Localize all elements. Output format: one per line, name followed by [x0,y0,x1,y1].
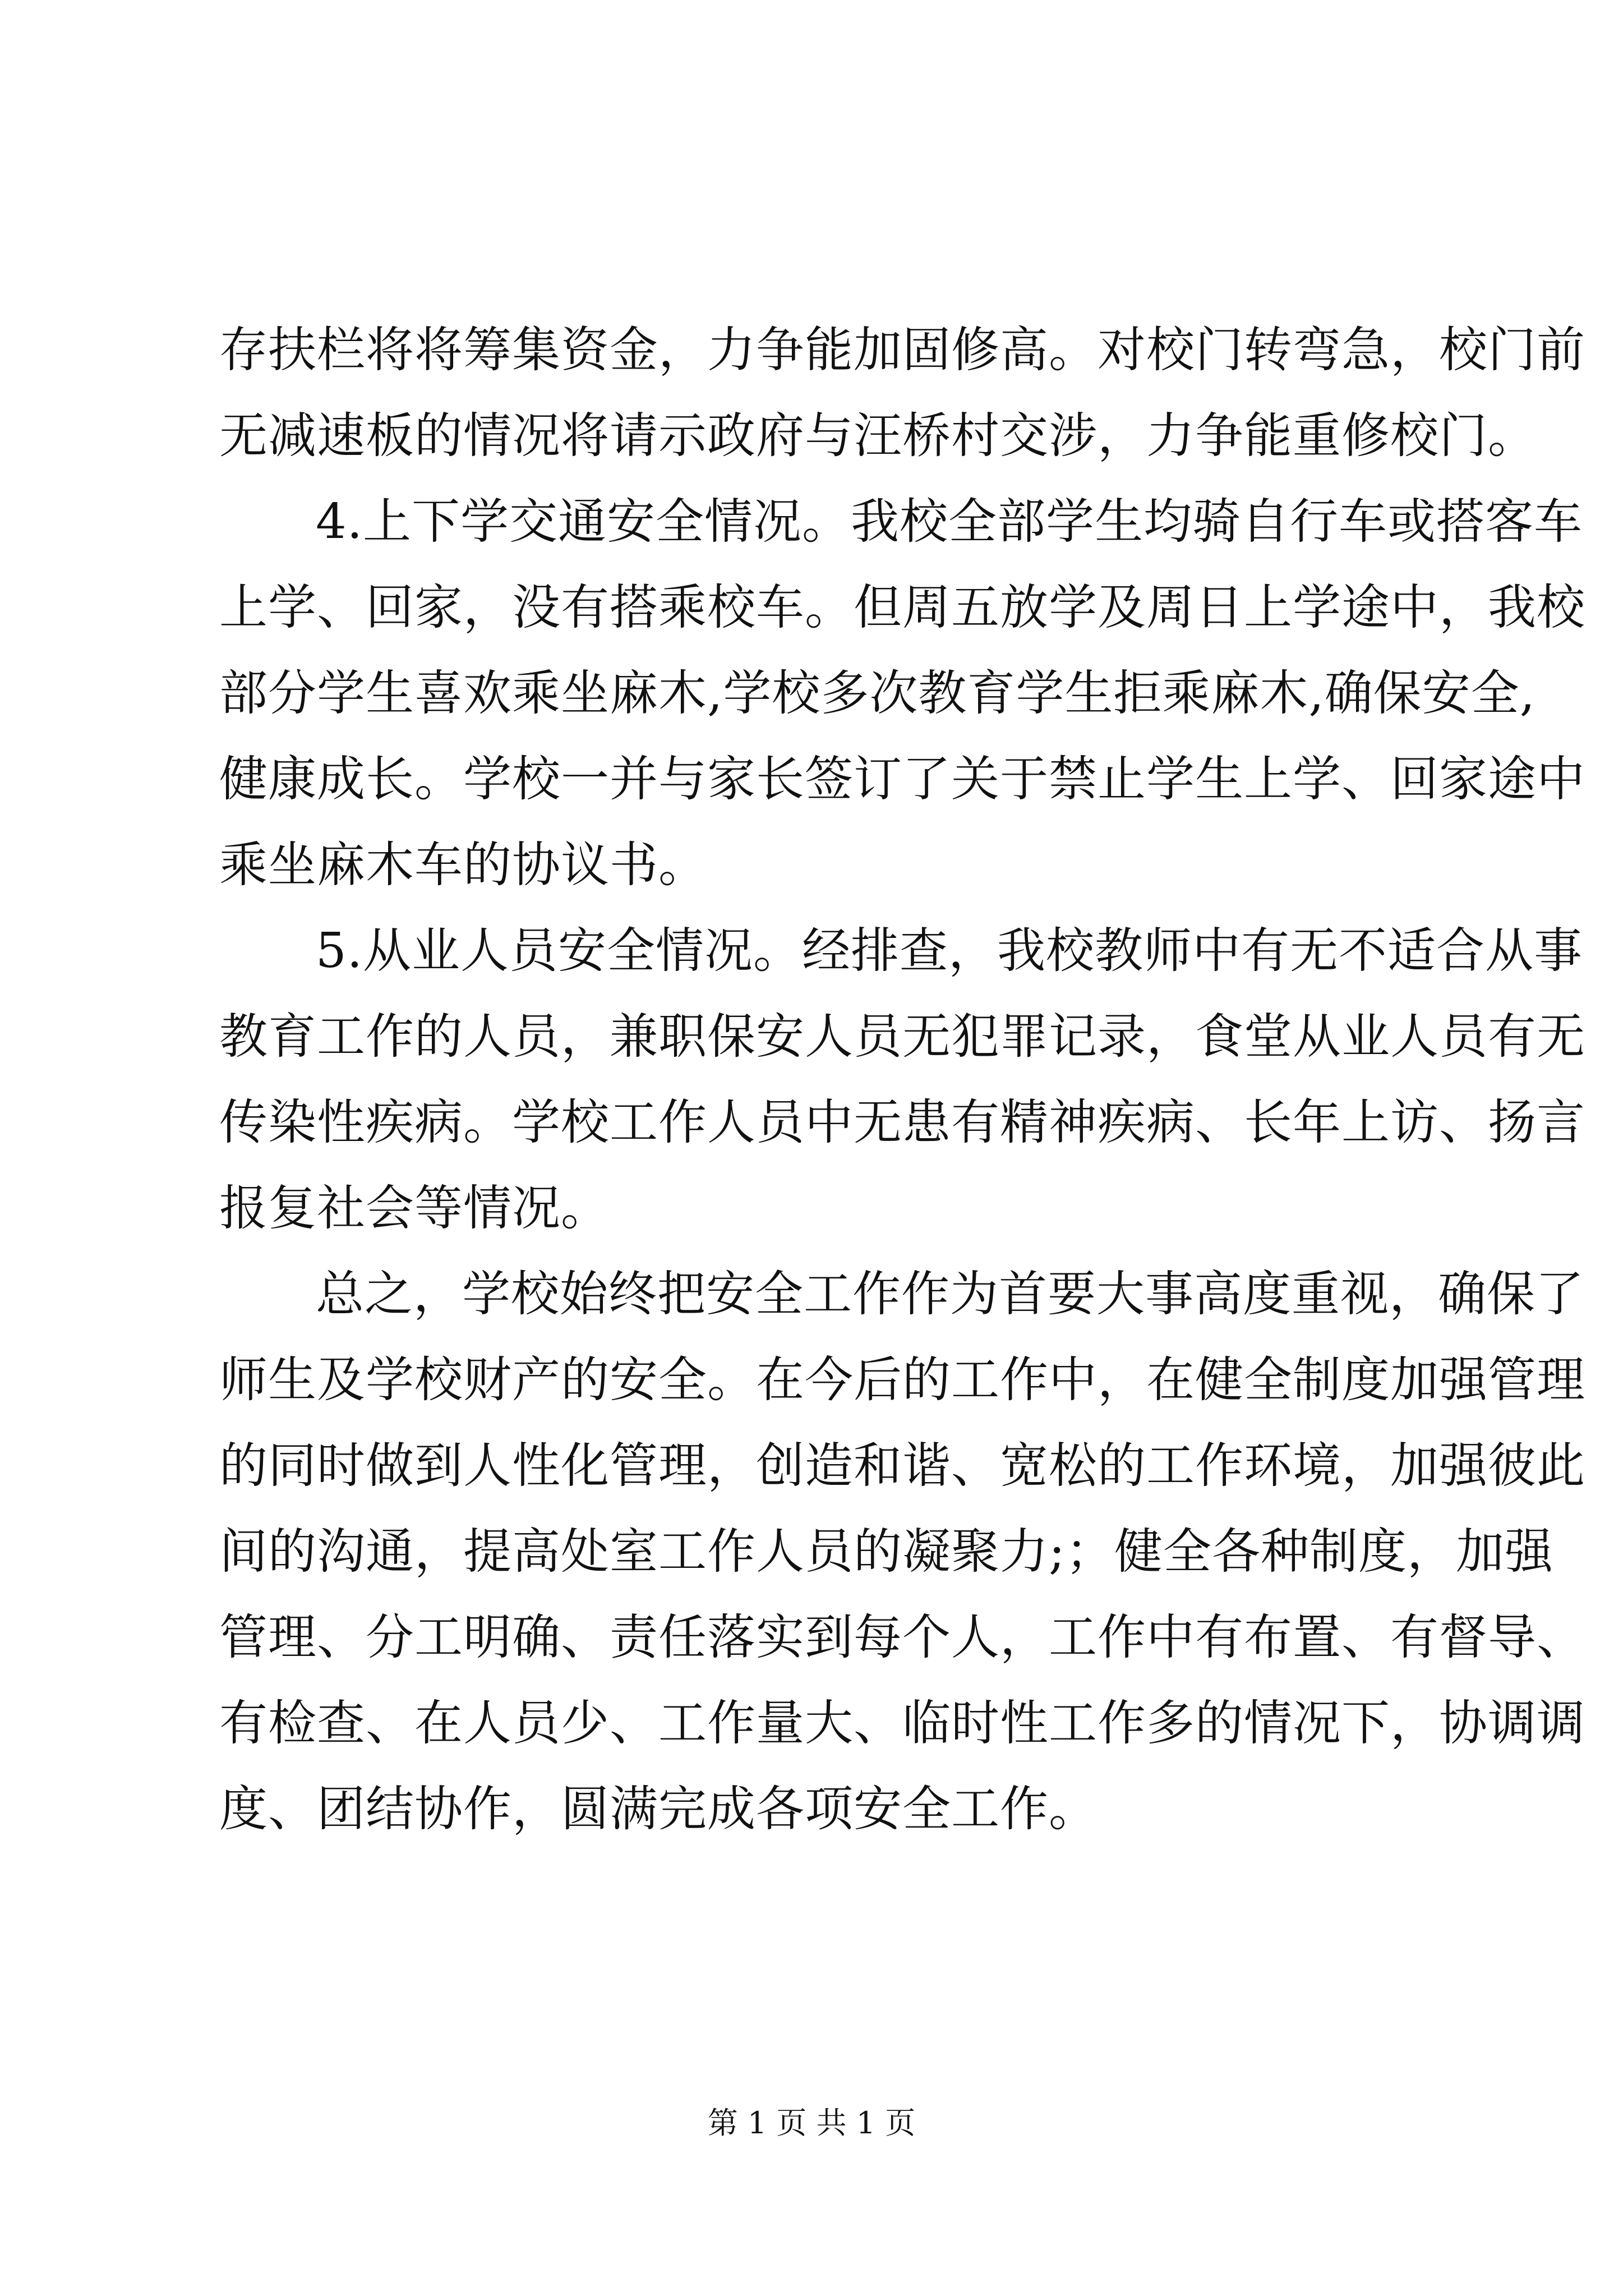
page-footer: 第 1 页 共 1 页 [707,2105,916,2141]
text-line: 4.上下学交通安全情况。我校全部学生均骑自行车或搭客车 [316,494,1583,550]
paragraph [219,908,1585,1251]
text-line: 的同时做到人性化管理，创造和谐、宽松的工作环境，加强彼此 [219,1438,1585,1494]
document-body [219,307,1585,1852]
text-line: 总之，学校始终把安全工作作为首要大事高度重视，确保了 [316,1266,1584,1322]
paragraph [219,307,1585,479]
text-line: 传染性疾病。学校工作人员中无患有精神疾病、长年上访、扬言 [219,1094,1585,1151]
text-line: 间的沟通，提高处室工作人员的凝聚力;；健全各种制度，加强 [219,1524,1553,1580]
text-line: 师生及学校财产的安全。在今后的工作中，在健全制度加强管理 [219,1352,1585,1408]
text-line: 部分学生喜欢乘坐麻木,学校多次教育学生拒乘麻木,确保安全, [219,665,1536,721]
paragraph [219,479,1585,908]
paragraph [219,1251,1585,1852]
text-line: 教育工作的人员，兼职保安人员无犯罪记录，食堂从业人员有无 [219,1009,1585,1065]
text-line: 有检查、在人员少、工作量大、临时性工作多的情况下，协调调 [219,1695,1585,1751]
text-line: 上学、回家，没有搭乘校车。但周五放学及周日上学途中，我校 [219,579,1585,636]
text-line: 乘坐麻木车的协议书。 [219,837,707,893]
text-line: 无减速板的情况将请示政府与汪桥村交涉，力争能重修校门。 [219,408,1537,464]
text-line: 报复社会等情况。 [219,1180,610,1236]
text-line: 健康成长。学校一并与家长签订了关于禁止学生上学、回家途中 [219,751,1585,807]
text-line: 存扶栏将将筹集资金，力争能加固修高。对校门转弯急，校门前 [219,322,1585,378]
text-line: 5.从业人员安全情况。经排查，我校教师中有无不适合从事 [316,923,1583,979]
text-line: 管理、分工明确、责任落实到每个人，工作中有布置、有督导、 [219,1609,1585,1665]
text-line: 度、团结协作，圆满完成各项安全工作。 [219,1781,1098,1837]
